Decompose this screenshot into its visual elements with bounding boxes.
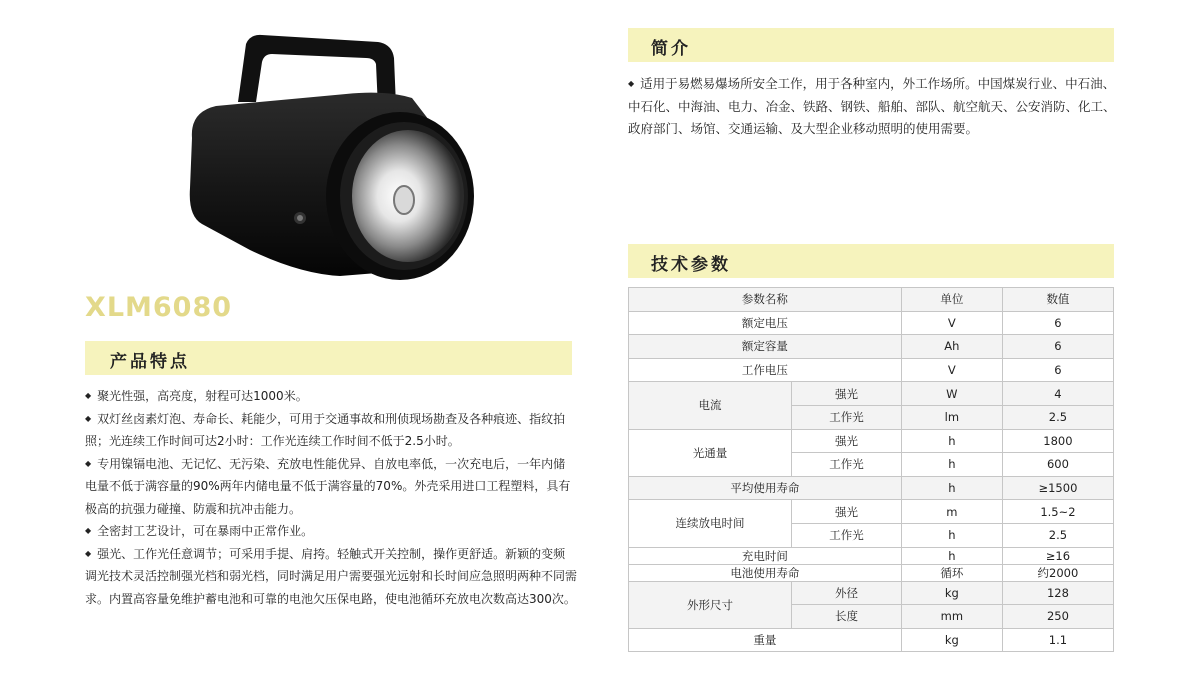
intro-header-band: [628, 28, 1114, 62]
table-row: 工作光 h 2.5: [629, 523, 1114, 547]
header-unit: 单位: [901, 288, 1002, 312]
diamond-bullet-icon: ◆: [85, 413, 92, 423]
table-row: 工作光 h 600: [629, 453, 1114, 477]
table-row: 电流 强光 W 4: [629, 382, 1114, 406]
spec-header-band: [628, 244, 1114, 278]
features-title: 产品特点: [110, 352, 190, 372]
diamond-bullet-icon: ◆: [85, 458, 92, 468]
diamond-bullet-icon: ◆: [85, 391, 92, 400]
diamond-bullet-icon: ◆: [85, 548, 92, 558]
list-item: ◆ 适用于易燃易爆场所安全工作，用于各种室内，外工作场所。中国煤炭行业、中石油、中石化、中海油、电力、冶金、铁路、钢铁、船舶、部队、航空航天、公安消防、化工、政府部门、场馆、交通运输、及大型企业移动照明的使用需要。: [628, 76, 1116, 136]
features-header-band: [85, 341, 572, 375]
list-item: ◆ 全密封工艺设计，可在暴雨中正常作业。: [85, 524, 314, 538]
product-model: XLM6080: [85, 292, 233, 323]
spec-table: [628, 287, 1114, 652]
table-row: 工作光 lm 2.5: [629, 405, 1114, 429]
spec-title: 技术参数: [651, 255, 731, 275]
header-param: 参数名称: [629, 288, 902, 312]
table-row: 光通量 强光 h 1800: [629, 429, 1114, 453]
diamond-bullet-icon: ◆: [628, 79, 635, 88]
list-item: ◆ 专用镍镉电池、无记忆、无污染、充放电性能优异、自放电率低，一次充电后，一年内储电量不低于满容量的90%两年内储电量不低于满容量的70%。外壳采用进口工程塑料，具有极高的抗强力碰撞、防震和抗冲击能力。: [85, 456, 571, 516]
table-row: 额定电压 V 6: [629, 311, 1114, 335]
intro-title: 简介: [651, 39, 691, 59]
table-row: 外形尺寸 外径 kg 128: [629, 581, 1114, 605]
table-row: 工作电压 V 6: [629, 358, 1114, 382]
table-row: 额定容量 Ah 6: [629, 335, 1114, 359]
intro-text-block: [628, 73, 1122, 141]
diamond-bullet-icon: ◆: [85, 526, 92, 535]
header-value: 数值: [1002, 288, 1113, 312]
list-item: ◆ 双灯丝卤素灯泡、寿命长、耗能少，可用于交通事故和刑侦现场勘查及各种痕迹、指纹拍照；光连续工作时间可达2小时：工作光连续工作时间不低于2.5小时。: [85, 411, 566, 448]
handheld-searchlight-icon: [150, 28, 480, 290]
table-row: 连续放电时间 强光 m 1.5~2: [629, 500, 1114, 524]
table-row: 长度 mm 250: [629, 605, 1114, 629]
list-item: ◆ 强光、工作光任意调节；可采用手提、肩挎。轻触式开关控制，操作更舒适。新颖的变频调光技术灵活控制强光档和弱光档，同时满足用户需要强光远射和长时间应急照明两种不同需求。内置高容量免维护蓄电池和可靠的电池欠压保电路，使电池循环充放电次数高达300次。: [85, 546, 578, 606]
table-row: 充电时间 h ≥16: [629, 547, 1114, 564]
features-list: [85, 385, 577, 610]
table-header-row: [629, 288, 1114, 312]
table-row: 重量 kg 1.1: [629, 628, 1114, 652]
list-item: ◆ 聚光性强，高亮度，射程可达1000米。: [85, 389, 308, 403]
table-row: 平均使用寿命 h ≥1500: [629, 476, 1114, 500]
table-row: 电池使用寿命 循环 约2000: [629, 564, 1114, 581]
